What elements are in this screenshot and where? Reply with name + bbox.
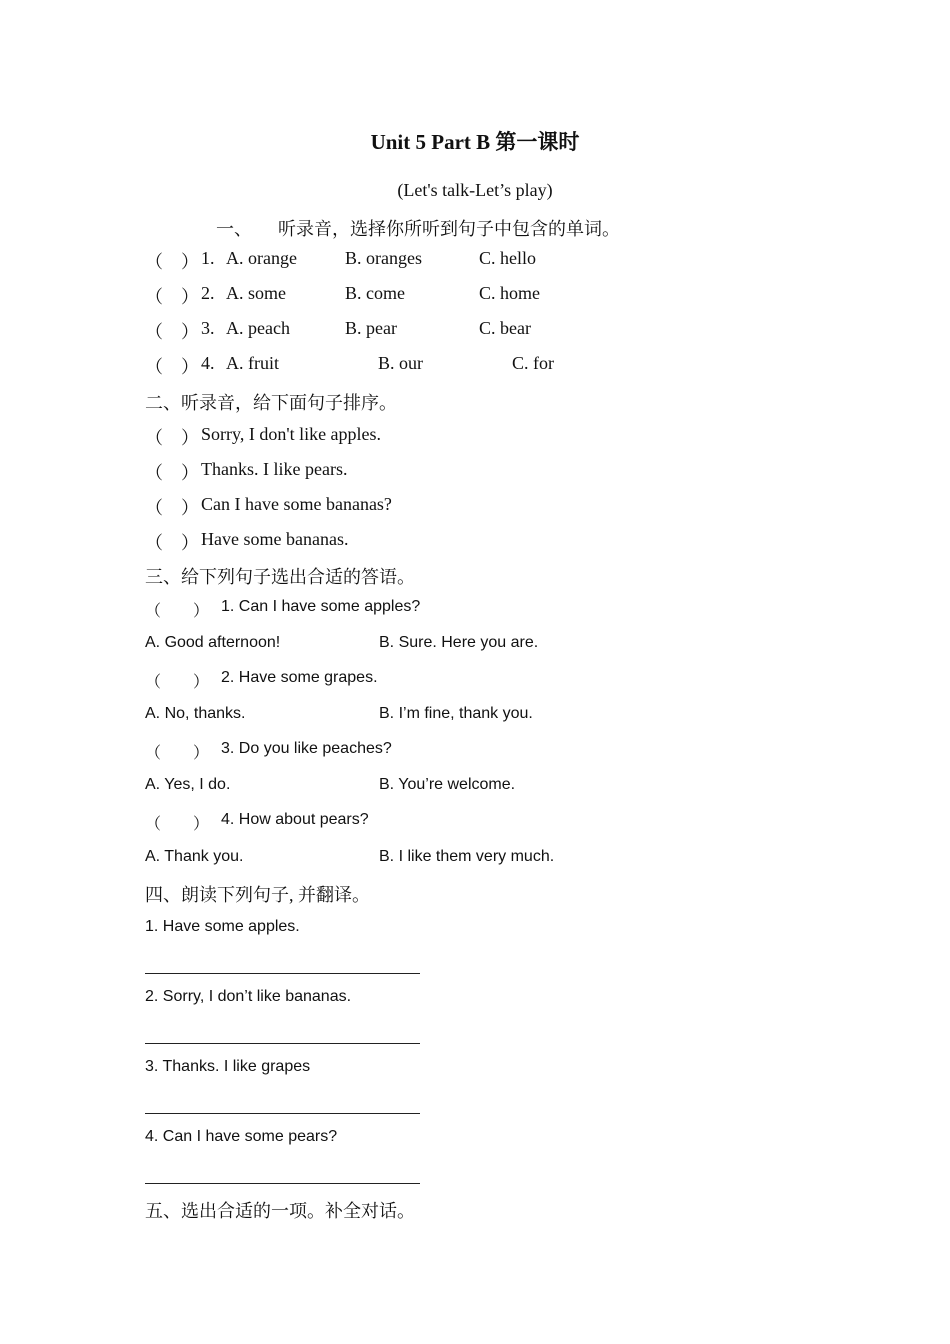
option-c: C. for	[512, 353, 554, 373]
question-text: 4. How about pears?	[221, 811, 369, 828]
option-a: A. some	[226, 283, 286, 303]
section-4-heading: 四、朗读下列句子, 并翻译。	[145, 885, 370, 905]
answer-paren[interactable]: （ ）	[145, 533, 199, 553]
option-a: A. Thank you.	[145, 848, 244, 865]
answer-paren[interactable]: （ ）	[145, 498, 199, 518]
option-c: C. hello	[479, 248, 536, 268]
answer-paren[interactable]: （ ）	[145, 428, 199, 448]
item-number: 4.	[201, 353, 215, 373]
option-b: B. I’m fine, thank you.	[379, 705, 533, 722]
option-b: B. our	[378, 353, 423, 373]
option-a: A. orange	[226, 248, 297, 268]
option-a: A. No, thanks.	[145, 705, 246, 722]
translation-answer-line[interactable]	[145, 1043, 420, 1044]
answer-paren[interactable]: （ ）	[145, 745, 210, 762]
option-a: A. peach	[226, 318, 290, 338]
sentence-text: Sorry, I don't like apples.	[201, 424, 382, 444]
option-b: B. I like them very much.	[379, 848, 555, 865]
section-1-heading: 听录音，选择你所听到句子中包含的单词。	[278, 219, 620, 239]
question-text: 3. Do you like peaches?	[221, 740, 392, 757]
answer-paren[interactable]: （ ）	[145, 463, 199, 483]
option-a: A. fruit	[226, 353, 279, 373]
sentence-text: 3. Thanks. I like grapes	[145, 1058, 311, 1075]
answer-paren[interactable]: （ ）	[145, 252, 199, 272]
sentence-text: 4. Can I have some pears?	[145, 1128, 338, 1145]
option-b: B. pear	[345, 318, 397, 338]
answer-paren[interactable]: （ ）	[145, 322, 199, 342]
answer-paren[interactable]: （ ）	[145, 674, 210, 691]
answer-paren[interactable]: （ ）	[145, 603, 210, 620]
section-2-heading: 二、听录音，给下面句子排序。	[145, 393, 397, 413]
option-c: C. home	[479, 283, 540, 303]
item-number: 1.	[201, 248, 215, 268]
sentence-text: 1. Have some apples.	[145, 918, 300, 935]
question-text: 2. Have some grapes.	[221, 669, 378, 686]
sentence-text: Thanks. I like pears.	[201, 459, 348, 479]
sentence-text: Can I have some bananas?	[201, 494, 392, 514]
section-5-heading: 五、选出合适的一项。补全对话。	[145, 1201, 415, 1221]
section-3-heading: 三、给下列句子选出合适的答语。	[145, 567, 415, 587]
option-a: A. Yes, I do.	[145, 776, 231, 793]
page-subtitle: (Let's talk-Let’s play)	[397, 180, 553, 200]
section-1-number: 一、	[216, 219, 252, 239]
sentence-text: 2. Sorry, I don’t like bananas.	[145, 988, 352, 1005]
item-number: 3.	[201, 318, 215, 338]
answer-paren[interactable]: （ ）	[145, 357, 199, 377]
translation-answer-line[interactable]	[145, 973, 420, 974]
option-b: B. You’re welcome.	[379, 776, 516, 793]
option-b: B. Sure. Here you are.	[379, 634, 539, 651]
option-b: B. oranges	[345, 248, 422, 268]
option-c: C. bear	[479, 318, 531, 338]
translation-answer-line[interactable]	[145, 1183, 420, 1184]
option-b: B. come	[345, 283, 405, 303]
question-text: 1. Can I have some apples?	[221, 598, 421, 615]
sentence-text: Have some bananas.	[201, 529, 349, 549]
item-number: 2.	[201, 283, 215, 303]
answer-paren[interactable]: （ ）	[145, 287, 199, 307]
option-a: A. Good afternoon!	[145, 634, 281, 651]
answer-paren[interactable]: （ ）	[145, 816, 210, 833]
page-title: Unit 5 Part B 第一课时	[370, 130, 580, 154]
translation-answer-line[interactable]	[145, 1113, 420, 1114]
